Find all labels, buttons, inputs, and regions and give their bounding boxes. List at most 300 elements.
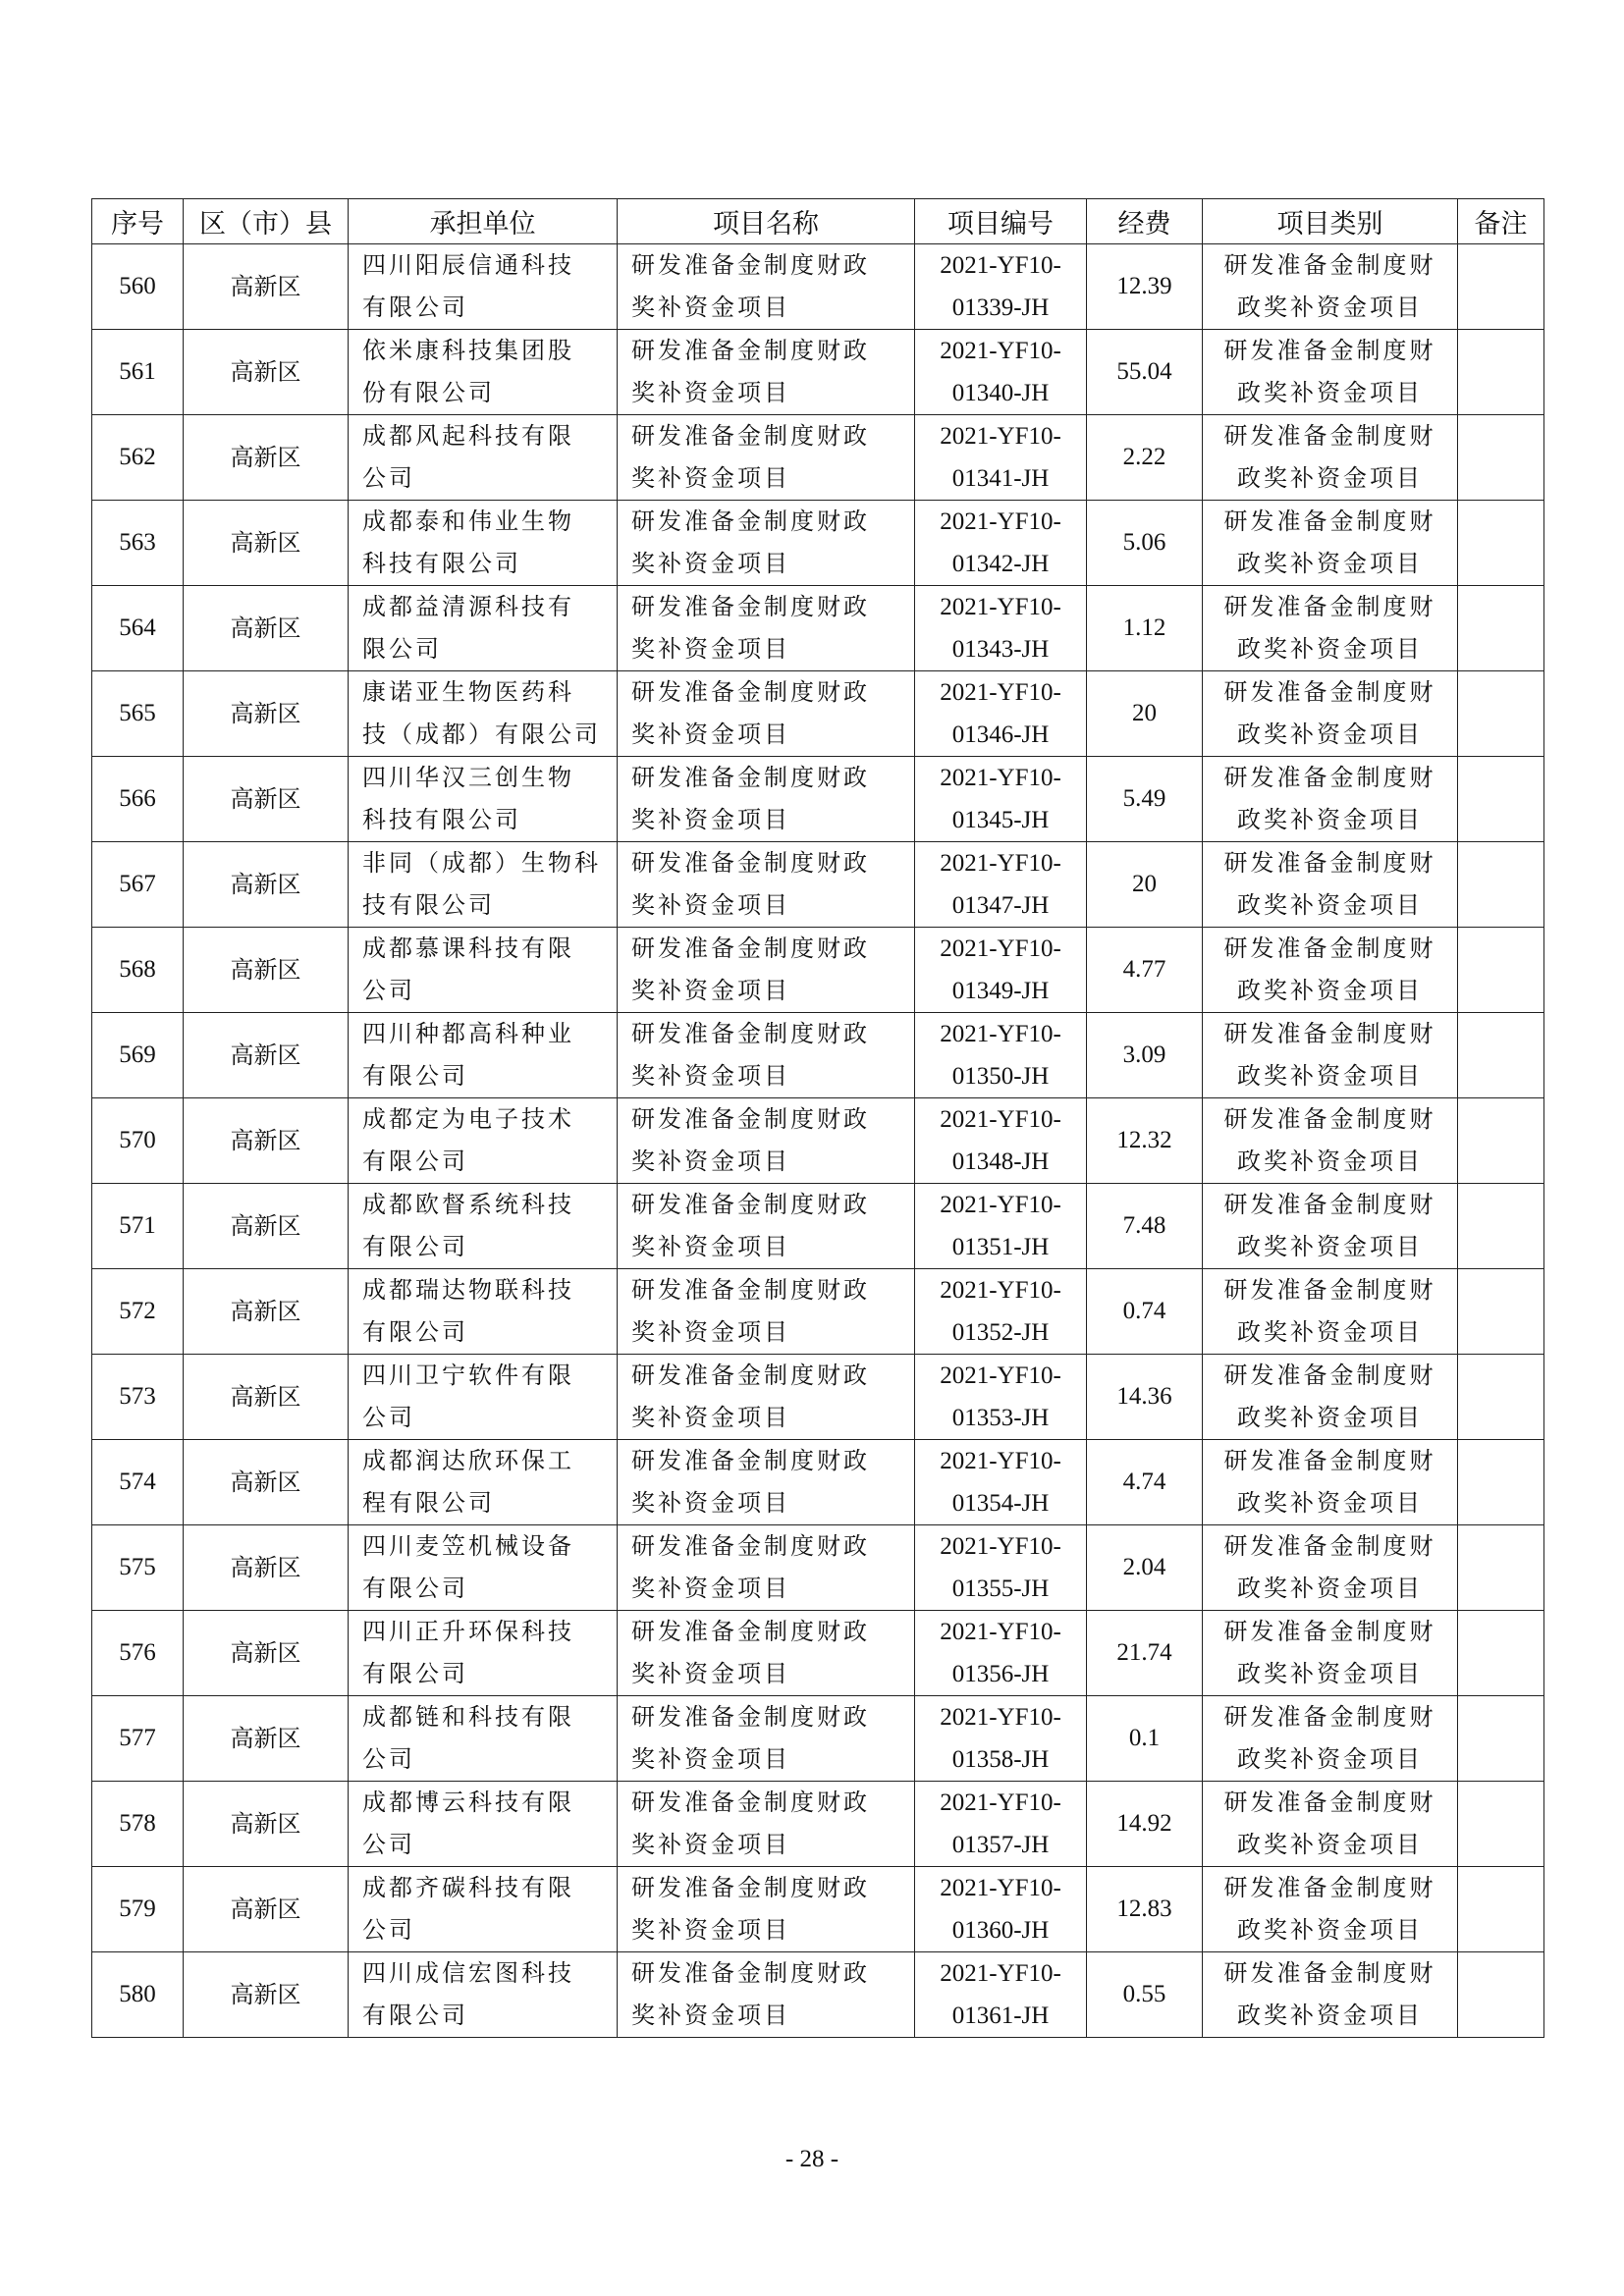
cell-funding: 7.48 xyxy=(1087,1184,1203,1269)
cell-unit-line: 科技有限公司 xyxy=(362,550,521,577)
cell-category-line: 研发准备金制度财 xyxy=(1223,1276,1436,1304)
cell-unit xyxy=(349,586,618,671)
cell-project-code-line: 2021-YF10- xyxy=(940,935,1061,962)
cell-category xyxy=(1203,501,1458,586)
cell-note xyxy=(1458,1867,1544,1952)
cell-project-name xyxy=(618,671,915,757)
cell-note xyxy=(1458,671,1544,757)
cell-project-name xyxy=(618,586,915,671)
cell-category-line: 研发准备金制度财 xyxy=(1223,507,1436,535)
cell-project-code-line: 01343-JH xyxy=(951,636,1050,663)
cell-project-name-line: 研发准备金制度财政 xyxy=(631,1276,870,1304)
cell-category xyxy=(1203,928,1458,1013)
cell-funding: 0.1 xyxy=(1087,1696,1203,1782)
table-row xyxy=(92,501,1544,586)
cell-district: 高新区 xyxy=(184,1098,349,1184)
cell-district: 高新区 xyxy=(184,928,349,1013)
cell-unit xyxy=(349,671,618,757)
cell-serial: 576 xyxy=(92,1611,184,1696)
cell-project-name-line: 研发准备金制度财政 xyxy=(631,1874,870,1901)
header-serial: 序号 xyxy=(92,199,184,244)
header-category: 项目类别 xyxy=(1203,199,1458,244)
cell-note xyxy=(1458,757,1544,842)
cell-category-line: 研发准备金制度财 xyxy=(1223,1618,1436,1645)
cell-project-name-line: 奖补资金项目 xyxy=(631,1745,790,1773)
cell-unit xyxy=(349,1696,618,1782)
cell-funding: 1.12 xyxy=(1087,586,1203,671)
cell-unit-line: 成都博云科技有限 xyxy=(362,1789,574,1816)
cell-project-name-line: 研发准备金制度财政 xyxy=(631,1362,870,1389)
cell-project-name xyxy=(618,1440,915,1525)
cell-note xyxy=(1458,330,1544,415)
cell-project-name-line: 研发准备金制度财政 xyxy=(631,507,870,535)
cell-project-code xyxy=(915,330,1087,415)
cell-category-line: 政奖补资金项目 xyxy=(1237,464,1423,492)
cell-project-code xyxy=(915,244,1087,330)
cell-note xyxy=(1458,1355,1544,1440)
cell-unit-line: 成都泰和伟业生物 xyxy=(362,507,574,535)
cell-project-name-line: 研发准备金制度财政 xyxy=(631,1532,870,1560)
cell-unit-line: 公司 xyxy=(362,1831,415,1858)
cell-project-name-line: 研发准备金制度财政 xyxy=(631,1020,870,1047)
cell-project-name-line: 研发准备金制度财政 xyxy=(631,593,870,620)
cell-note xyxy=(1458,1611,1544,1696)
cell-unit-line: 成都润达欣环保工 xyxy=(362,1447,574,1474)
cell-district: 高新区 xyxy=(184,1440,349,1525)
cell-project-name-line: 奖补资金项目 xyxy=(631,464,790,492)
cell-project-name-line: 奖补资金项目 xyxy=(631,1233,790,1260)
cell-unit xyxy=(349,1952,618,2038)
cell-unit xyxy=(349,757,618,842)
cell-project-name xyxy=(618,330,915,415)
cell-category-line: 政奖补资金项目 xyxy=(1237,294,1423,321)
cell-project-name-line: 奖补资金项目 xyxy=(631,977,790,1004)
cell-category-line: 研发准备金制度财 xyxy=(1223,1874,1436,1901)
cell-project-code-line: 2021-YF10- xyxy=(940,1362,1061,1389)
table-row xyxy=(92,1355,1544,1440)
cell-serial: 564 xyxy=(92,586,184,671)
cell-category xyxy=(1203,1440,1458,1525)
cell-project-code-line: 2021-YF10- xyxy=(940,1277,1061,1304)
cell-project-name-line: 奖补资金项目 xyxy=(631,891,790,919)
cell-project-code-line: 2021-YF10- xyxy=(940,423,1061,450)
cell-district: 高新区 xyxy=(184,1696,349,1782)
cell-unit-line: 成都定为电子技术 xyxy=(362,1105,574,1133)
cell-category-line: 政奖补资金项目 xyxy=(1237,635,1423,663)
cell-unit-line: 公司 xyxy=(362,1404,415,1431)
cell-unit-line: 有限公司 xyxy=(362,1148,468,1175)
cell-category xyxy=(1203,1184,1458,1269)
cell-project-code xyxy=(915,1952,1087,2038)
cell-project-code xyxy=(915,1269,1087,1355)
cell-funding: 12.32 xyxy=(1087,1098,1203,1184)
cell-category-line: 政奖补资金项目 xyxy=(1237,1489,1423,1517)
cell-serial: 569 xyxy=(92,1013,184,1098)
cell-project-code-line: 01340-JH xyxy=(951,380,1050,406)
cell-project-code-line: 2021-YF10- xyxy=(940,1448,1061,1474)
cell-note xyxy=(1458,1696,1544,1782)
cell-unit-line: 有限公司 xyxy=(362,1062,468,1090)
cell-serial: 566 xyxy=(92,757,184,842)
cell-note xyxy=(1458,928,1544,1013)
cell-category-line: 政奖补资金项目 xyxy=(1237,1575,1423,1602)
cell-category-line: 研发准备金制度财 xyxy=(1223,764,1436,791)
cell-unit-line: 四川正升环保科技 xyxy=(362,1618,574,1645)
cell-category-line: 研发准备金制度财 xyxy=(1223,1362,1436,1389)
cell-project-code-line: 01348-JH xyxy=(951,1148,1050,1175)
cell-category-line: 研发准备金制度财 xyxy=(1223,1959,1436,1987)
cell-category-line: 政奖补资金项目 xyxy=(1237,1233,1423,1260)
cell-unit-line: 有限公司 xyxy=(362,1233,468,1260)
cell-unit-line: 非同（成都）生物科 xyxy=(362,849,601,877)
cell-serial: 563 xyxy=(92,501,184,586)
cell-serial: 579 xyxy=(92,1867,184,1952)
table-row xyxy=(92,757,1544,842)
cell-project-code-line: 01358-JH xyxy=(951,1746,1050,1773)
cell-unit-line: 公司 xyxy=(362,977,415,1004)
cell-project-code-line: 01356-JH xyxy=(951,1661,1050,1687)
table-row xyxy=(92,842,1544,928)
cell-unit xyxy=(349,1782,618,1867)
cell-category xyxy=(1203,1952,1458,2038)
cell-unit-line: 成都欧督系统科技 xyxy=(362,1191,574,1218)
cell-unit-line: 依米康科技集团股 xyxy=(362,337,574,364)
cell-project-name-line: 研发准备金制度财政 xyxy=(631,1191,870,1218)
cell-project-code-line: 2021-YF10- xyxy=(940,508,1061,535)
cell-project-code-line: 01360-JH xyxy=(951,1917,1050,1944)
cell-project-name-line: 奖补资金项目 xyxy=(631,2002,790,2029)
cell-serial: 580 xyxy=(92,1952,184,2038)
cell-unit xyxy=(349,842,618,928)
cell-project-name-line: 奖补资金项目 xyxy=(631,635,790,663)
cell-serial: 578 xyxy=(92,1782,184,1867)
cell-project-code xyxy=(915,1440,1087,1525)
cell-project-code xyxy=(915,757,1087,842)
cell-funding: 5.06 xyxy=(1087,501,1203,586)
cell-category-line: 政奖补资金项目 xyxy=(1237,1745,1423,1773)
cell-project-name-line: 奖补资金项目 xyxy=(631,1916,790,1944)
cell-category-line: 政奖补资金项目 xyxy=(1237,1318,1423,1346)
cell-unit-line: 成都齐碳科技有限 xyxy=(362,1874,574,1901)
table-row xyxy=(92,1013,1544,1098)
cell-unit-line: 四川阳辰信通科技 xyxy=(362,251,574,279)
cell-project-code-line: 01354-JH xyxy=(951,1490,1050,1517)
cell-project-code-line: 01342-JH xyxy=(951,551,1050,577)
page-number: - 28 - xyxy=(785,2146,839,2172)
cell-funding: 4.74 xyxy=(1087,1440,1203,1525)
table-row xyxy=(92,1867,1544,1952)
cell-project-name xyxy=(618,1782,915,1867)
cell-project-name xyxy=(618,1013,915,1098)
cell-project-code-line: 01357-JH xyxy=(951,1832,1050,1858)
cell-serial: 572 xyxy=(92,1269,184,1355)
header-note: 备注 xyxy=(1458,199,1544,244)
cell-district: 高新区 xyxy=(184,757,349,842)
cell-unit xyxy=(349,501,618,586)
cell-note xyxy=(1458,1440,1544,1525)
cell-serial: 562 xyxy=(92,415,184,501)
cell-project-code-line: 2021-YF10- xyxy=(940,850,1061,877)
cell-project-name xyxy=(618,501,915,586)
cell-project-name-line: 研发准备金制度财政 xyxy=(631,678,870,706)
cell-category-line: 政奖补资金项目 xyxy=(1237,1404,1423,1431)
cell-project-name-line: 奖补资金项目 xyxy=(631,1831,790,1858)
cell-funding: 0.74 xyxy=(1087,1269,1203,1355)
cell-project-name-line: 研发准备金制度财政 xyxy=(631,1447,870,1474)
cell-funding: 20 xyxy=(1087,671,1203,757)
cell-project-name xyxy=(618,928,915,1013)
table-row xyxy=(92,1952,1544,2038)
cell-serial: 560 xyxy=(92,244,184,330)
header-funding: 经费 xyxy=(1087,199,1203,244)
cell-category-line: 研发准备金制度财 xyxy=(1223,934,1436,962)
table-row xyxy=(92,1611,1544,1696)
cell-project-name-line: 研发准备金制度财政 xyxy=(631,251,870,279)
cell-category-line: 研发准备金制度财 xyxy=(1223,1532,1436,1560)
cell-project-code xyxy=(915,928,1087,1013)
cell-district: 高新区 xyxy=(184,1184,349,1269)
cell-project-name-line: 研发准备金制度财政 xyxy=(631,1105,870,1133)
cell-project-code xyxy=(915,501,1087,586)
cell-project-name-line: 奖补资金项目 xyxy=(631,294,790,321)
cell-category-line: 研发准备金制度财 xyxy=(1223,1020,1436,1047)
cell-unit-line: 有限公司 xyxy=(362,1318,468,1346)
cell-unit-line: 科技有限公司 xyxy=(362,806,521,833)
cell-funding: 4.77 xyxy=(1087,928,1203,1013)
cell-project-code-line: 2021-YF10- xyxy=(940,1789,1061,1816)
cell-district: 高新区 xyxy=(184,842,349,928)
cell-unit-line: 成都风起科技有限 xyxy=(362,422,574,450)
cell-category xyxy=(1203,1782,1458,1867)
cell-unit xyxy=(349,244,618,330)
cell-category xyxy=(1203,1525,1458,1611)
cell-unit-line: 四川成信宏图科技 xyxy=(362,1959,574,1987)
cell-project-name-line: 研发准备金制度财政 xyxy=(631,1618,870,1645)
cell-category xyxy=(1203,671,1458,757)
cell-project-code xyxy=(915,1184,1087,1269)
cell-project-code-line: 2021-YF10- xyxy=(940,252,1061,279)
cell-district: 高新区 xyxy=(184,671,349,757)
cell-project-name xyxy=(618,1355,915,1440)
cell-project-name xyxy=(618,842,915,928)
cell-project-code xyxy=(915,586,1087,671)
cell-project-name xyxy=(618,757,915,842)
cell-project-name-line: 奖补资金项目 xyxy=(631,1062,790,1090)
cell-project-code-line: 2021-YF10- xyxy=(940,1106,1061,1133)
cell-unit xyxy=(349,928,618,1013)
cell-unit xyxy=(349,1440,618,1525)
cell-category-line: 研发准备金制度财 xyxy=(1223,1105,1436,1133)
cell-serial: 575 xyxy=(92,1525,184,1611)
table-row xyxy=(92,1269,1544,1355)
cell-category xyxy=(1203,757,1458,842)
cell-note xyxy=(1458,586,1544,671)
cell-category xyxy=(1203,244,1458,330)
cell-district: 高新区 xyxy=(184,415,349,501)
table-body xyxy=(92,244,1544,2038)
cell-category-line: 政奖补资金项目 xyxy=(1237,1916,1423,1944)
cell-project-name-line: 研发准备金制度财政 xyxy=(631,849,870,877)
cell-district: 高新区 xyxy=(184,330,349,415)
cell-serial: 577 xyxy=(92,1696,184,1782)
table-row xyxy=(92,1184,1544,1269)
cell-project-name xyxy=(618,244,915,330)
cell-unit xyxy=(349,1269,618,1355)
cell-category-line: 研发准备金制度财 xyxy=(1223,422,1436,450)
cell-unit-line: 成都瑞达物联科技 xyxy=(362,1276,574,1304)
cell-project-code-line: 2021-YF10- xyxy=(940,594,1061,620)
cell-unit-line: 技（成都）有限公司 xyxy=(362,721,601,748)
cell-unit xyxy=(349,1184,618,1269)
cell-project-name-line: 研发准备金制度财政 xyxy=(631,934,870,962)
cell-category xyxy=(1203,1269,1458,1355)
cell-unit-line: 公司 xyxy=(362,1745,415,1773)
cell-project-code-line: 2021-YF10- xyxy=(940,1192,1061,1218)
cell-unit xyxy=(349,1355,618,1440)
cell-project-code-line: 2021-YF10- xyxy=(940,1619,1061,1645)
cell-unit-line: 有限公司 xyxy=(362,2002,468,2029)
cell-district: 高新区 xyxy=(184,244,349,330)
cell-funding: 12.39 xyxy=(1087,244,1203,330)
cell-unit-line: 四川华汉三创生物 xyxy=(362,764,574,791)
table-row xyxy=(92,671,1544,757)
cell-unit-line: 公司 xyxy=(362,464,415,492)
cell-funding: 14.92 xyxy=(1087,1782,1203,1867)
table-row xyxy=(92,1696,1544,1782)
cell-project-name-line: 奖补资金项目 xyxy=(631,806,790,833)
cell-funding: 20 xyxy=(1087,842,1203,928)
cell-unit xyxy=(349,1611,618,1696)
cell-project-name-line: 奖补资金项目 xyxy=(631,1318,790,1346)
table-row xyxy=(92,244,1544,330)
cell-funding: 12.83 xyxy=(1087,1867,1203,1952)
cell-unit-line: 康诺亚生物医药科 xyxy=(362,678,574,706)
cell-project-name-line: 研发准备金制度财政 xyxy=(631,764,870,791)
cell-project-code-line: 2021-YF10- xyxy=(940,765,1061,791)
header-project-code: 项目编号 xyxy=(915,199,1087,244)
cell-project-code-line: 2021-YF10- xyxy=(940,679,1061,706)
cell-funding: 2.04 xyxy=(1087,1525,1203,1611)
table-row xyxy=(92,1440,1544,1525)
cell-project-name-line: 奖补资金项目 xyxy=(631,1148,790,1175)
table-row xyxy=(92,415,1544,501)
table-header-row xyxy=(92,199,1544,244)
cell-project-code-line: 01349-JH xyxy=(951,978,1050,1004)
cell-project-code xyxy=(915,1355,1087,1440)
cell-project-name-line: 研发准备金制度财政 xyxy=(631,337,870,364)
table-row xyxy=(92,1782,1544,1867)
cell-district: 高新区 xyxy=(184,501,349,586)
cell-funding: 0.55 xyxy=(1087,1952,1203,2038)
cell-project-code-line: 01345-JH xyxy=(951,807,1050,833)
cell-note xyxy=(1458,501,1544,586)
cell-project-name xyxy=(618,415,915,501)
cell-district: 高新区 xyxy=(184,1269,349,1355)
cell-project-name-line: 研发准备金制度财政 xyxy=(631,1959,870,1987)
cell-project-code-line: 01355-JH xyxy=(951,1575,1050,1602)
table-row xyxy=(92,1098,1544,1184)
cell-category xyxy=(1203,842,1458,928)
cell-serial: 567 xyxy=(92,842,184,928)
cell-unit-line: 有限公司 xyxy=(362,1660,468,1687)
cell-project-code-line: 2021-YF10- xyxy=(940,1533,1061,1560)
cell-note xyxy=(1458,1013,1544,1098)
cell-project-code xyxy=(915,1782,1087,1867)
cell-project-code xyxy=(915,1013,1087,1098)
cell-project-code-line: 2021-YF10- xyxy=(940,1960,1061,1987)
cell-district: 高新区 xyxy=(184,1782,349,1867)
cell-project-code-line: 01350-JH xyxy=(951,1063,1050,1090)
cell-category xyxy=(1203,1867,1458,1952)
cell-project-name xyxy=(618,1867,915,1952)
cell-category-line: 研发准备金制度财 xyxy=(1223,1447,1436,1474)
cell-unit-line: 技有限公司 xyxy=(362,891,495,919)
cell-project-code-line: 01351-JH xyxy=(951,1234,1050,1260)
cell-note xyxy=(1458,1782,1544,1867)
cell-funding: 55.04 xyxy=(1087,330,1203,415)
cell-project-code-line: 01347-JH xyxy=(951,892,1050,919)
cell-project-code xyxy=(915,1098,1087,1184)
table-row xyxy=(92,330,1544,415)
cell-category xyxy=(1203,1696,1458,1782)
cell-project-code xyxy=(915,1611,1087,1696)
header-district: 区（市）县 xyxy=(184,199,349,244)
cell-unit xyxy=(349,415,618,501)
cell-unit xyxy=(349,1525,618,1611)
cell-unit xyxy=(349,330,618,415)
cell-project-code xyxy=(915,1867,1087,1952)
cell-unit xyxy=(349,1098,618,1184)
cell-serial: 573 xyxy=(92,1355,184,1440)
header-project-name: 项目名称 xyxy=(618,199,915,244)
cell-unit-line: 成都益清源科技有 xyxy=(362,593,574,620)
cell-category-line: 政奖补资金项目 xyxy=(1237,1062,1423,1090)
cell-project-code xyxy=(915,842,1087,928)
cell-funding: 14.36 xyxy=(1087,1355,1203,1440)
cell-project-name-line: 奖补资金项目 xyxy=(631,721,790,748)
cell-unit-line: 四川种都高科种业 xyxy=(362,1020,574,1047)
cell-district: 高新区 xyxy=(184,1952,349,2038)
cell-category-line: 研发准备金制度财 xyxy=(1223,849,1436,877)
cell-category-line: 研发准备金制度财 xyxy=(1223,678,1436,706)
cell-project-name xyxy=(618,1611,915,1696)
cell-project-name-line: 研发准备金制度财政 xyxy=(631,1789,870,1816)
cell-district: 高新区 xyxy=(184,1867,349,1952)
cell-district: 高新区 xyxy=(184,1013,349,1098)
cell-category-line: 研发准备金制度财 xyxy=(1223,1789,1436,1816)
cell-category-line: 政奖补资金项目 xyxy=(1237,977,1423,1004)
cell-project-code-line: 01346-JH xyxy=(951,721,1050,748)
cell-category-line: 政奖补资金项目 xyxy=(1237,1148,1423,1175)
cell-project-name xyxy=(618,1525,915,1611)
cell-project-name-line: 奖补资金项目 xyxy=(631,379,790,406)
cell-category-line: 政奖补资金项目 xyxy=(1237,1660,1423,1687)
cell-project-code xyxy=(915,671,1087,757)
cell-project-code-line: 01352-JH xyxy=(951,1319,1050,1346)
cell-project-name-line: 奖补资金项目 xyxy=(631,550,790,577)
cell-funding: 2.22 xyxy=(1087,415,1203,501)
table-row xyxy=(92,1525,1544,1611)
cell-unit-line: 公司 xyxy=(362,1916,415,1944)
cell-district: 高新区 xyxy=(184,1611,349,1696)
cell-note xyxy=(1458,1184,1544,1269)
cell-unit xyxy=(349,1013,618,1098)
cell-project-code-line: 01361-JH xyxy=(951,2002,1050,2029)
cell-project-name xyxy=(618,1098,915,1184)
cell-project-name-line: 研发准备金制度财政 xyxy=(631,1703,870,1731)
cell-project-code-line: 01339-JH xyxy=(951,294,1050,321)
cell-unit-line: 程有限公司 xyxy=(362,1489,495,1517)
